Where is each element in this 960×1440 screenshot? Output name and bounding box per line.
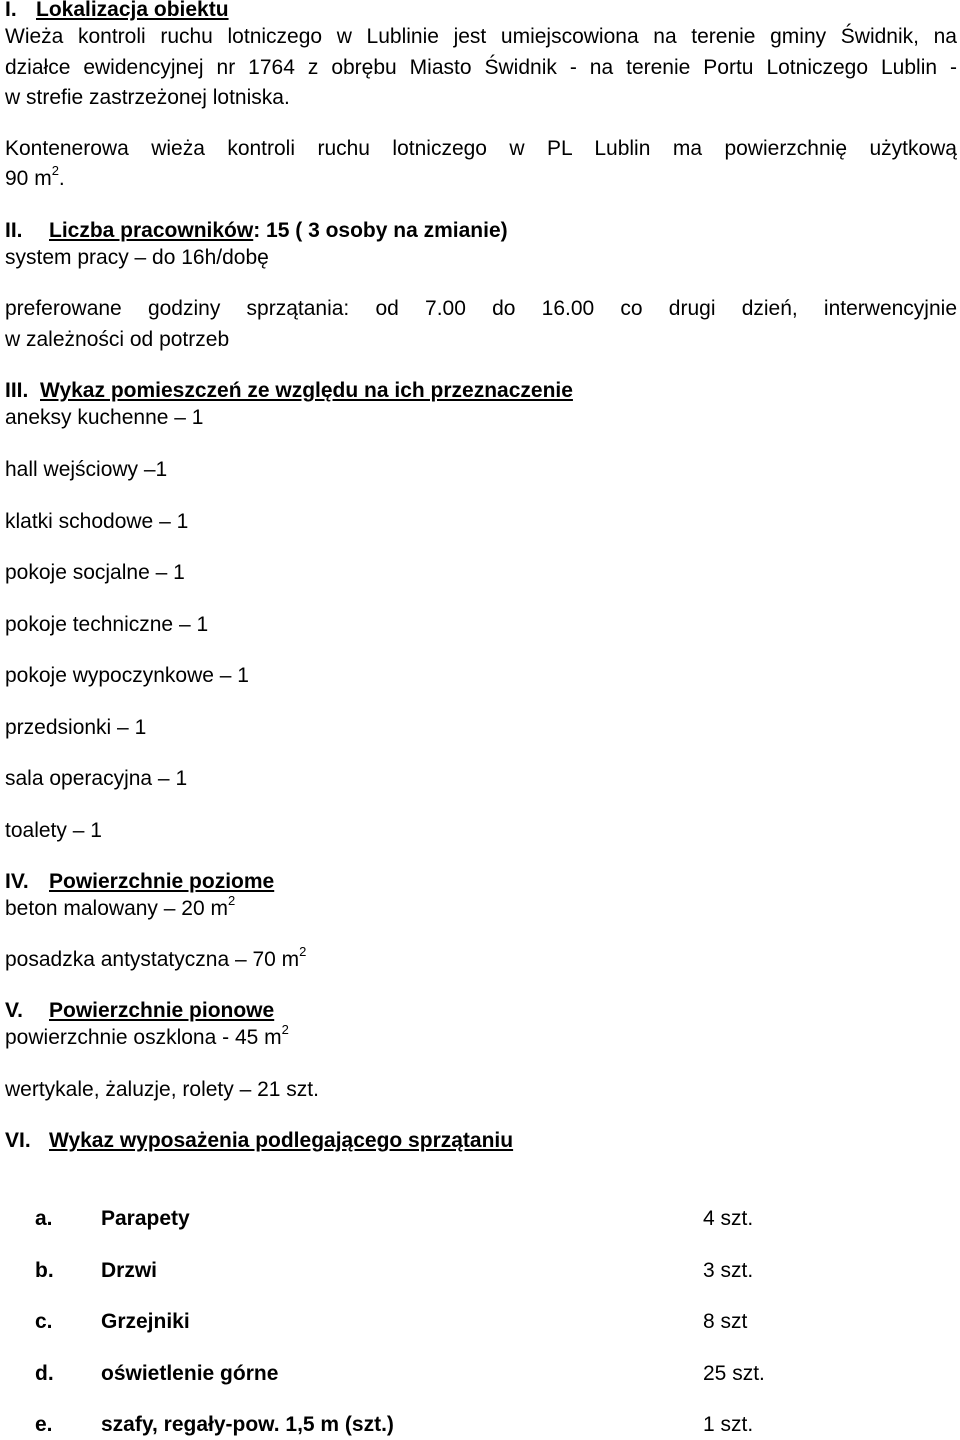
item-text: powierzchnie oszklona - 45 m [5,1026,282,1049]
equipment-letter: d. [35,1362,54,1385]
list-item [5,944,957,973]
list-item: przedsionki – 1 [5,716,147,739]
list-item: sala operacyjna – 1 [5,767,188,790]
equipment-letter: e. [35,1413,53,1436]
item-text: posadzka antystatyczna – 70 m [5,948,300,971]
superscript: 2 [51,163,59,178]
section-title: Wykaz wyposażenia podlegającego sprzątaniu [49,1129,514,1152]
section-3-heading [5,378,957,404]
section-title: Liczba pracowników [49,219,254,242]
equipment-name: Parapety [101,1207,190,1230]
section-5-heading [5,998,957,1024]
section-number: V. [5,999,23,1022]
superscript: 2 [227,893,236,908]
section-1-heading [5,0,957,23]
paragraph-line: Kontenerowa wieża kontroli ruchu lotniczego w PL Lublin ma powierzchnię użytkową [5,137,957,160]
section-title: Wykaz pomieszczeń ze względu na ich przeznaczenie [40,379,573,402]
paragraph-line: działce ewidencyjnej nr 1764 z obrębu Miasto Świdnik - na terenie Portu Lotniczego Lublin - [5,56,957,79]
equipment-qty: 1 szt. [703,1413,754,1436]
equipment-letter: a. [35,1207,53,1230]
list-item [5,1077,957,1103]
list-item: pokoje techniczne – 1 [5,613,209,636]
paragraph-line: preferowane godziny sprzątania: od 7.00 do 16.00 co drugi dzień, interwencyjnie [5,297,957,320]
item-text: beton malowany – 20 m [5,897,228,920]
area-end: . [58,167,65,190]
equipment-qty: 25 szt. [703,1362,765,1385]
section-number: II. [5,219,23,242]
list-item: hall wejściowy –1 [5,458,168,481]
equipment-qty: 3 szt. [703,1259,754,1282]
list-item: aneksy kuchenne – 1 [5,406,204,429]
paragraph-line: w strefie zastrzeżonej lotniska. [5,86,290,109]
paragraph-line: w zależności od potrzeb [5,328,230,351]
equipment-letter: c. [35,1310,53,1333]
section-title: Powierzchnie pionowe [49,999,275,1022]
paragraph-line: Wieża kontroli ruchu lotniczego w Lublinie jest umiejscowiona na terenie gminy Świdnik, na [5,25,957,48]
section-title: Powierzchnie poziome [49,870,275,893]
superscript: 2 [281,1022,289,1037]
section-number: I. [5,0,17,21]
section-number: III. [5,379,29,402]
section-title: Lokalizacja obiektu [36,0,229,21]
equipment-qty: 4 szt. [703,1207,754,1230]
equipment-name: Drzwi [101,1259,158,1282]
section-4-heading [5,869,957,895]
section-number: IV. [5,870,29,893]
equipment-name: szafy, regały-pow. 1,5 m (szt.) [101,1413,394,1436]
area-text: 90 m [5,167,52,190]
equipment-qty: 8 szt [703,1310,748,1333]
equipment-name: Grzejniki [101,1310,190,1333]
list-item: toalety – 1 [5,819,102,842]
equipment-name: oświetlenie górne [101,1362,279,1385]
area-value [5,163,957,192]
equipment-letter: b. [35,1259,54,1282]
section-number: VI. [5,1129,31,1152]
item-text: wertykale, żaluzje, rolety – 21 szt. [5,1078,319,1101]
list-item [5,893,957,922]
list-item [5,1022,957,1051]
section-6-heading [5,1128,957,1154]
section-title-rest: : 15 ( 3 osoby na zmianie) [253,219,508,242]
superscript: 2 [299,944,307,959]
list-item: pokoje wypoczynkowe – 1 [5,664,249,687]
section-2-heading [5,218,957,244]
paragraph-line: system pracy – do 16h/dobę [5,246,269,269]
list-item: klatki schodowe – 1 [5,510,189,533]
list-item: pokoje socjalne – 1 [5,561,185,584]
